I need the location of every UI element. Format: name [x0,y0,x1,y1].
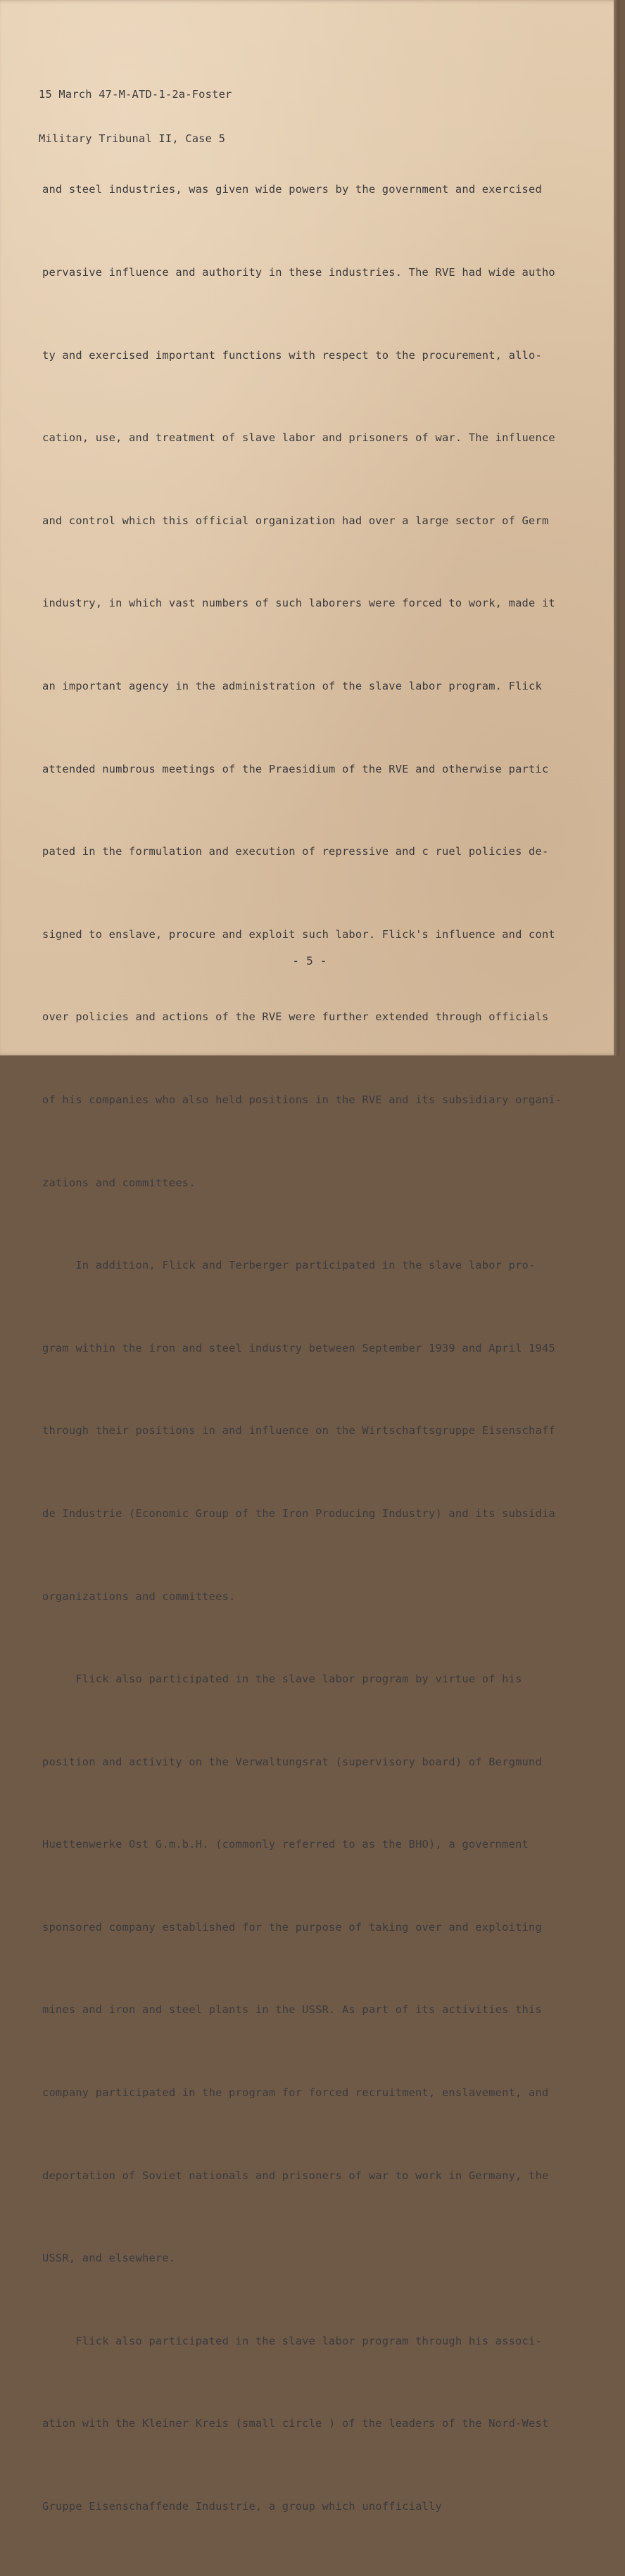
text-line: position and activity on the Verwaltungsrat (supervisory board) of Bergmund [42,1755,542,1768]
text-line: In addition, Flick and Terberger participated in the slave labor pro- [42,1259,536,1272]
page-edge [614,0,619,1055]
page-number: - 5 - [292,954,327,967]
text-line: USSR, and elsewhere. [42,2252,176,2265]
header-reference-line: 15 March 47-M-ATD-1-2a-Foster [39,88,232,101]
text-line: industry, in which vast numbers of such laborers were forced to work, made it [42,597,555,610]
text-line: ation with the Kleiner Kreis (small circle ) of the leaders of the Nord-West [42,2417,549,2430]
text-line: company participated in the program for forced recruitment, enslavement, and [42,2086,549,2100]
text-line: zations and committees. [42,1176,196,1189]
text-line: Huettenwerke Ost G.m.b.H. (commonly referred to as the BHO), a government [42,1838,529,1851]
text-line: and steel industries, was given wide powers by the government and exercised [42,183,542,196]
text-line: Gruppe Eisenschaffende Industrie, a group which unofficially [42,2500,442,2513]
text-line: Flick also participated in the slave labor program through his associ- [42,2334,542,2347]
text-line: cation, use, and treatment of slave labor and prisoners of war. The influence [42,431,555,445]
text-line: pervasive influence and authority in these industries. The RVE had wide autho [42,266,555,279]
header-tribunal-line: Military Tribunal II, Case 5 [39,132,226,145]
text-line: attended numbrous meetings of the Praesidium of the RVE and otherwise partic [42,762,549,775]
text-line: and control which this official organization had over a large sector of Germ [42,514,549,527]
text-line: sponsored company established for the purpose of taking over and exploiting [42,1920,542,1934]
document-body [42,121,577,2576]
text-line: ty and exercised important functions with respect to the procurement, allo- [42,348,542,362]
text-line: through their positions in and influence on the Wirtschaftsgruppe Eisenschaff [42,1424,555,1438]
text-line: over policies and actions of the RVE were further extended through officials [42,1010,549,1024]
text-line: pated in the formulation and execution of repressive and c ruel policies de- [42,845,549,858]
text-line: an important agency in the administration of the slave labor program. Flick [42,679,542,692]
text-line: Flick also participated in the slave labor program by virtue of his [42,1673,522,1686]
text-line: signed to enslave, procure and exploit such labor. Flick's influence and cont [42,927,555,941]
text-line: gram within the iron and steel industry between September 1939 and April 1945 [42,1341,555,1354]
text-line: of his companies who also held positions in the RVE and its subsidiary organi- [42,1093,562,1106]
text-line: mines and iron and steel plants in the USSR. As part of its activities this [42,2003,542,2017]
text-line: deportation of Soviet nationals and prisoners of war to work in Germany, the [42,2169,549,2182]
text-line: organizations and committees. [42,1590,236,1603]
text-line: de Industrie (Economic Group of the Iron Producing Industry) and its subsidia [42,1506,555,1520]
